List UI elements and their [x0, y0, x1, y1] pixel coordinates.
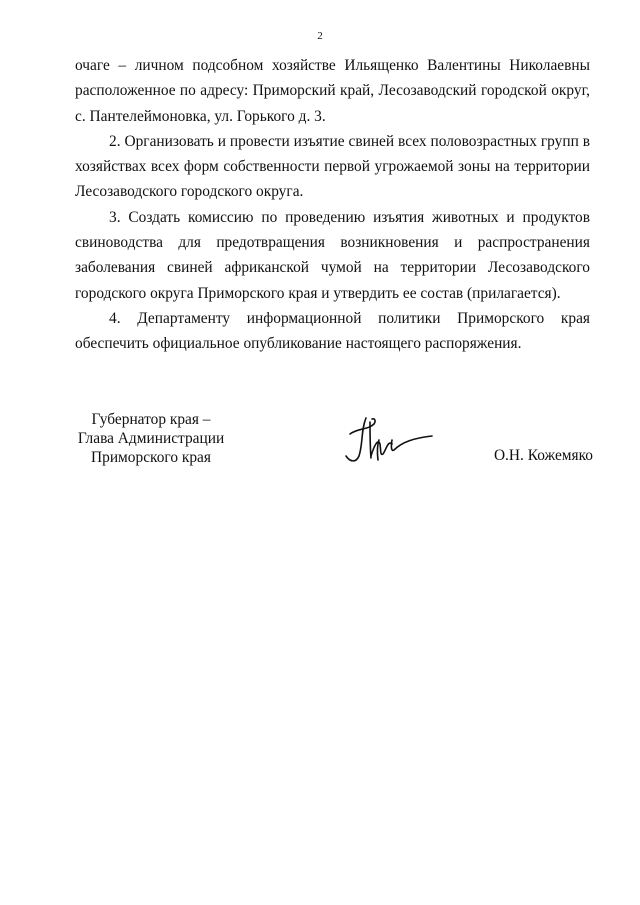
text-line: обеспечить официальное опубликование настоящего распоряжения.	[75, 335, 522, 353]
signatory-title-line: Приморского края	[91, 449, 211, 466]
text-line: с. Пантелеймоновка, ул. Горького д. 3.	[75, 107, 326, 125]
signatory-title-line: Глава Администрации	[77, 430, 225, 447]
page-number: 2	[317, 30, 323, 42]
handwritten-signature	[340, 410, 435, 470]
document-body	[75, 53, 590, 357]
text-line: 4. Департаменту информационной политики Приморского края	[109, 309, 590, 327]
text-line: заболевания свиней африканской чумой на территории Лесозаводского	[75, 259, 590, 277]
text-line: 3. Создать комиссию по проведению изъятия животных и продуктов	[109, 208, 590, 226]
text-line: городского округа Приморского края и утвердить ее состав (прилагается).	[75, 284, 561, 302]
text-line: 2. Организовать и провести изъятие свиней всех половозрастных групп в	[109, 132, 590, 150]
text-line: расположенное по адресу: Приморский край, Лесозаводский городской округ,	[75, 82, 590, 100]
signatory-name: О.Н. Кожемяко	[493, 447, 593, 464]
paragraph-4	[75, 306, 590, 357]
paragraph-1	[75, 53, 590, 129]
signature-block	[0, 410, 640, 490]
text-line: очаге – личном подсобном хозяйстве Ильященко Валентины Николаевны	[75, 57, 590, 74]
signatory-title	[76, 410, 226, 467]
signatory-title-line: Губернатор края –	[91, 411, 211, 428]
text-line: Лесозаводского городского округа.	[75, 183, 304, 201]
text-line: хозяйствах всех форм собственности первой угрожаемой зоны на территории	[75, 158, 590, 176]
text-line: свиноводства для предотвращения возникновения и распространения	[75, 234, 590, 252]
paragraph-3	[75, 205, 590, 306]
paragraph-2	[75, 129, 590, 205]
